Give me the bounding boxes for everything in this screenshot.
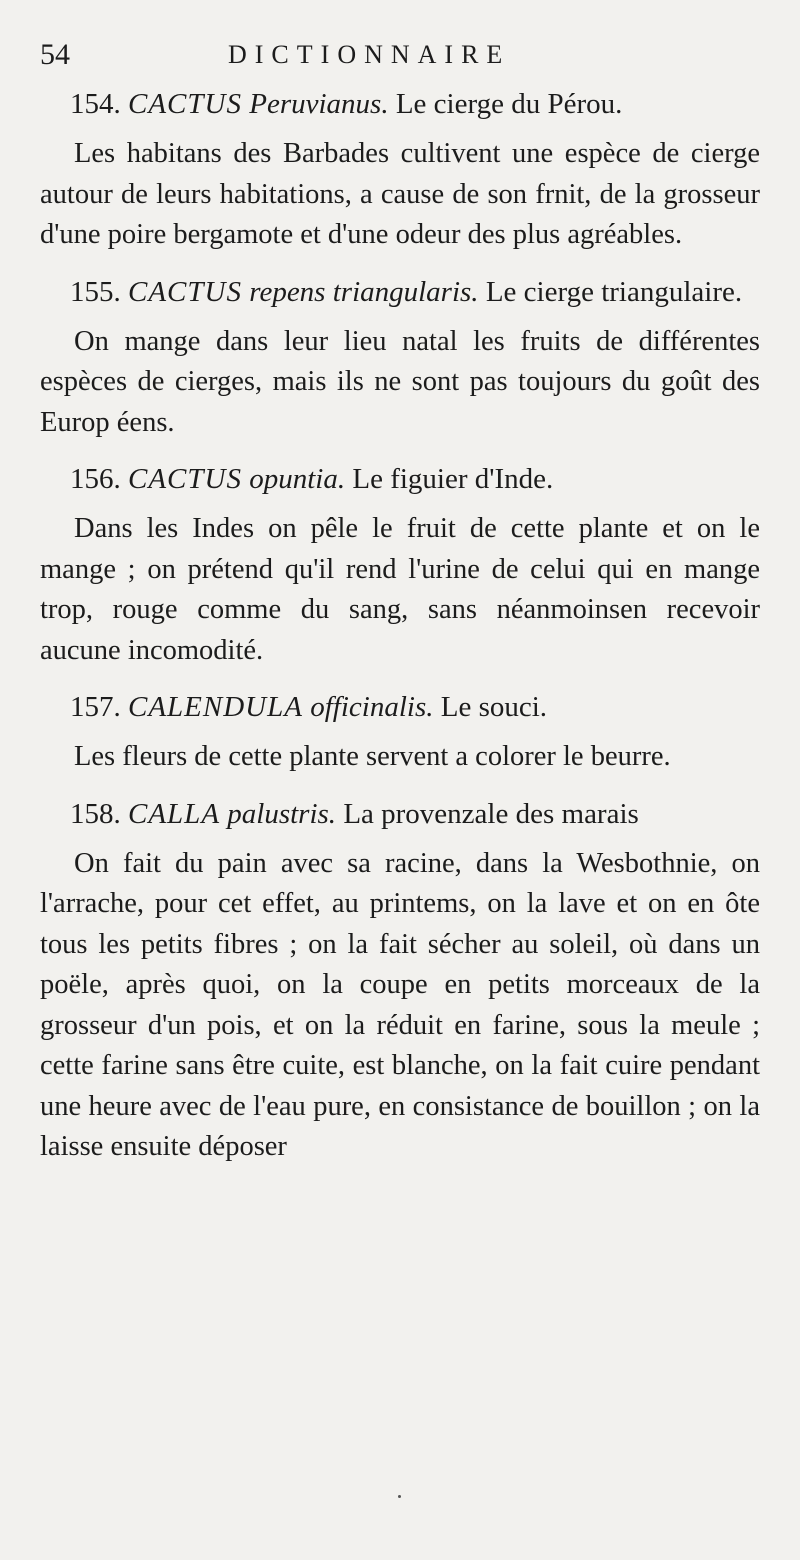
entry-species: repens triangularis.: [249, 275, 479, 308]
entry-genus: CACTUS: [128, 88, 242, 120]
entry-text: On mange dans leur lieu natal les fruits de différentes espèces de cierges, mais ils ne sont pas toujours du goût des Europ éens.: [40, 325, 760, 438]
entry-heading: [40, 794, 760, 834]
entry-species: officinalis.: [310, 691, 434, 723]
entry-genus: CALENDULA: [128, 691, 303, 723]
entry-common-name: La provenzale des marais: [343, 797, 639, 830]
entry-common-name: Le cierge du Pérou.: [395, 88, 623, 120]
entry-156: [40, 459, 760, 671]
entry-text: Dans les Indes on pêle le fruit de cette plante et on le mange ; on prétend qu'il rend l'urine de celui qui en mange trop, rouge comme du sang, sans néanmoinsen recevoir aucune incomodité.: [40, 513, 760, 666]
entry-common-name: Le cierge triangulaire.: [485, 275, 743, 308]
entry-genus: CACTUS: [128, 275, 242, 308]
entry-number: 158.: [70, 797, 121, 830]
entry-number: 156.: [70, 463, 121, 495]
entry-number: 157.: [70, 691, 121, 723]
entry-common-name: Le souci.: [440, 691, 548, 723]
entry-common-name: Le figuier d'Inde.: [352, 463, 554, 495]
entry-species: opuntia.: [249, 463, 346, 495]
entry-heading: [40, 687, 760, 727]
ink-speck: [398, 1495, 401, 1498]
entry-number: 154.: [70, 88, 121, 120]
entry-158: [40, 794, 760, 1168]
entry-text: On fait du pain avec sa racine, dans la Wesbothnie, on l'arrache, pour cet effet, au printems, on la lave et on en ôte tous les petits fibres ; on la fait sécher au soleil, où dans un poële, après quoi, on la coupe en petits morceaux de la grosseur d'un pois, et on la réduit en farine, sous la meule ; cette farine sans être cuite, est blanche, on la fait cuire pendant une heure avec de l'eau pure, en consistance de bouillon ; on la laisse ensuite déposer: [40, 847, 760, 1162]
entry-species: Peruvianus.: [249, 88, 389, 120]
entry-genus: CACTUS: [128, 463, 242, 495]
running-title: DICTIONNAIRE: [228, 40, 511, 69]
page-number: 54: [40, 38, 70, 71]
entry-text: Les habitans des Barbades cultivent une espèce de cierge autour de leurs habitations, a cause de son frnit, de la grosseur d'une poire bergamote et d'une odeur des plus agréables.: [40, 138, 760, 250]
running-head: [40, 38, 760, 84]
entry-154: [40, 84, 760, 256]
entry-157: [40, 687, 760, 778]
entry-heading: [40, 459, 760, 499]
entry-genus: CALLA: [128, 797, 221, 830]
entry-species: palustris.: [227, 797, 337, 830]
entry-heading: [40, 272, 760, 312]
entry-heading: [40, 84, 760, 124]
entry-155: [40, 272, 760, 444]
entry-number: 155.: [70, 275, 121, 308]
entry-text: Les fleurs de cette plante servent a colorer le beurre.: [74, 741, 671, 772]
